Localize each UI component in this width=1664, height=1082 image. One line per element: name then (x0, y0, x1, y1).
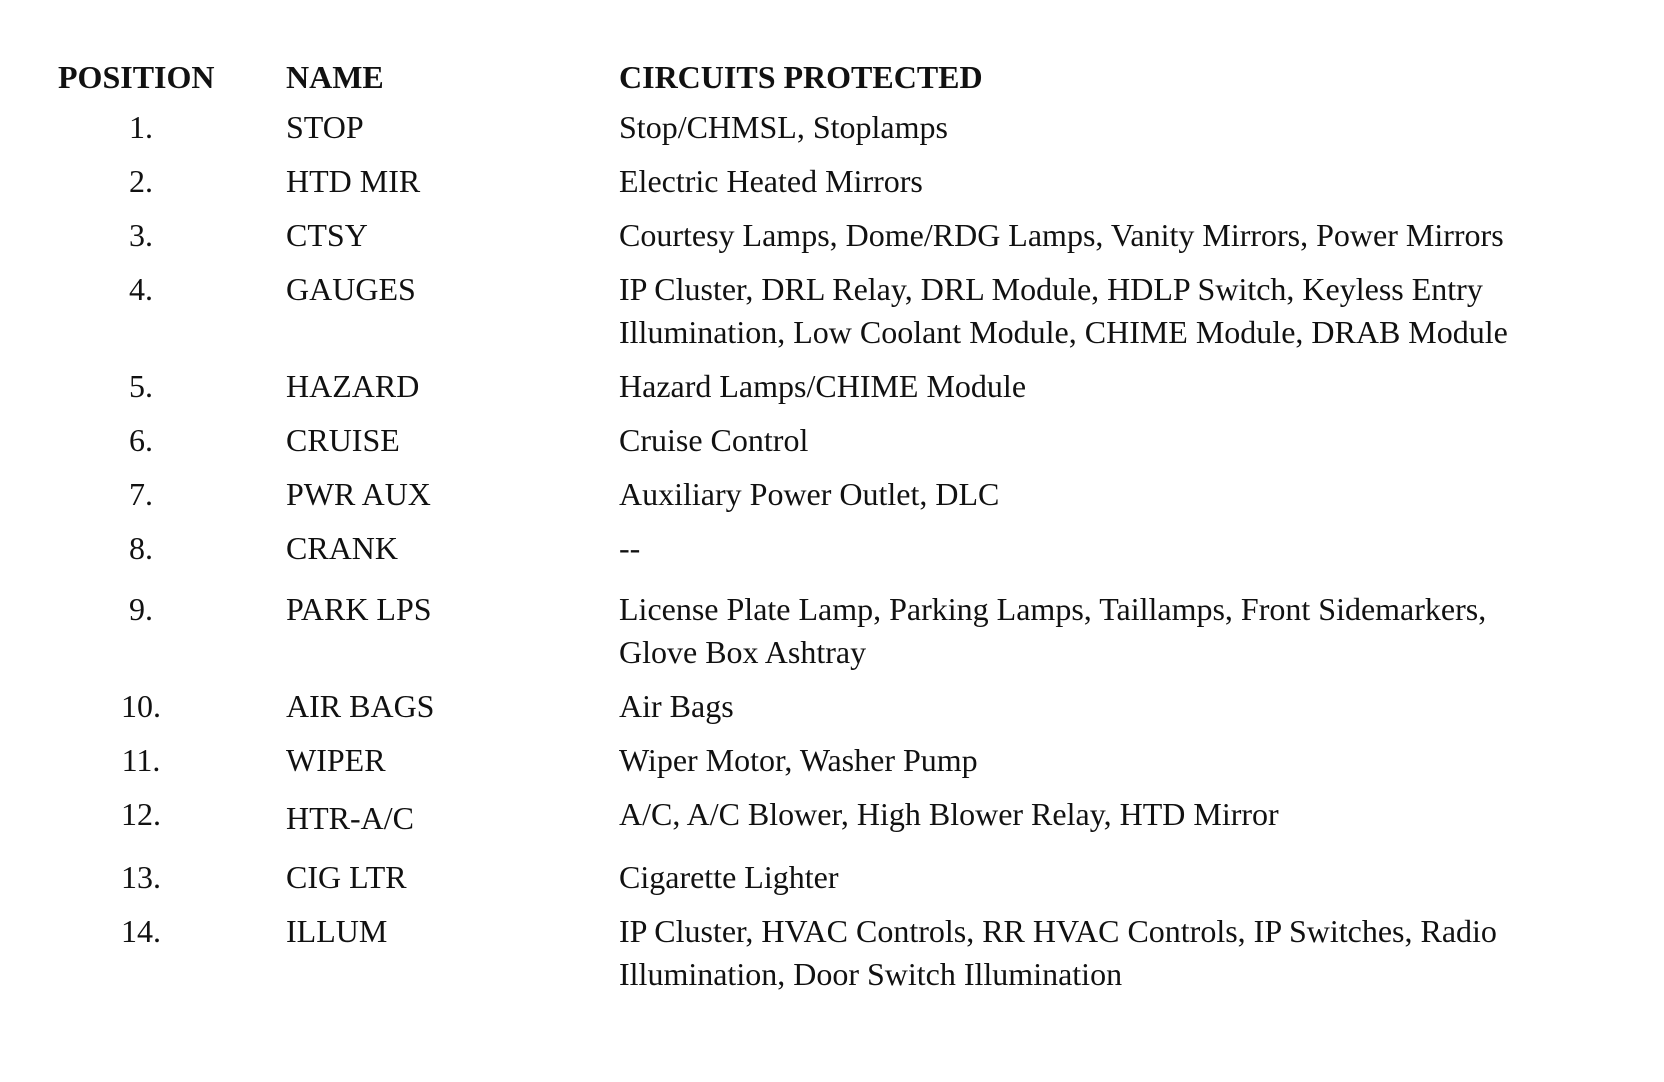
row-circuits: IP Cluster, HVAC Controls, RR HVAC Controls, IP Switches, Radio Illumination, Door Switch Illumination (619, 913, 1497, 992)
row-circuits: Courtesy Lamps, Dome/RDG Lamps, Vanity Mirrors, Power Mirrors (619, 217, 1504, 253)
row-position: 7. (129, 476, 153, 512)
row-circuits: Electric Heated Mirrors (619, 163, 923, 199)
row-position: 5. (129, 368, 153, 404)
row-circuits: -- (619, 530, 641, 566)
row-name: CIG LTR (286, 859, 407, 895)
table-row (58, 268, 1618, 365)
row-circuits: Stop/CHMSL, Stoplamps (619, 109, 948, 145)
table-row (58, 419, 1618, 473)
row-circuits: License Plate Lamp, Parking Lamps, Taillamps, Front Sidemarkers, Glove Box Ashtray (619, 591, 1487, 670)
header-position: POSITION (58, 59, 215, 95)
row-name: AIR BAGS (286, 688, 435, 724)
row-name: GAUGES (286, 271, 416, 307)
fuse-table (58, 52, 1618, 1007)
table-row (58, 106, 1618, 160)
row-name: STOP (286, 109, 364, 145)
table-row (58, 793, 1618, 856)
row-circuits: Hazard Lamps/CHIME Module (619, 368, 1027, 404)
row-name: CRUISE (286, 422, 400, 458)
row-circuits: IP Cluster, DRL Relay, DRL Module, HDLP Switch, Keyless Entry Illumination, Low Coolant Module, CHIME Module, DRAB Module (619, 271, 1508, 350)
row-name: CTSY (286, 217, 368, 253)
row-position: 8. (129, 530, 153, 566)
table-row (58, 527, 1618, 588)
table-row (58, 856, 1618, 910)
header-name: NAME (286, 59, 384, 95)
row-name: HTR-A/C (286, 800, 414, 836)
table-row (58, 160, 1618, 214)
row-position: 6. (129, 422, 153, 458)
row-name: HAZARD (286, 368, 420, 404)
table-row (58, 473, 1618, 527)
table-row (58, 685, 1618, 739)
row-position: 12. (121, 796, 161, 832)
row-position: 11. (121, 742, 161, 778)
table-row (58, 365, 1618, 419)
row-position: 13. (121, 859, 161, 895)
row-position: 9. (129, 591, 153, 627)
table-row (58, 588, 1618, 685)
row-position: 10. (121, 688, 161, 724)
row-position: 2. (129, 163, 153, 199)
table-row (58, 739, 1618, 793)
row-position: 14. (121, 913, 161, 949)
table-header (58, 52, 1618, 106)
row-position: 3. (129, 217, 153, 253)
row-circuits: Cruise Control (619, 422, 809, 458)
header-circuits: CIRCUITS PROTECTED (619, 59, 983, 95)
row-circuits: A/C, A/C Blower, High Blower Relay, HTD Mirror (619, 796, 1279, 832)
table-row (58, 910, 1618, 1007)
row-name: PWR AUX (286, 476, 431, 512)
row-circuits: Auxiliary Power Outlet, DLC (619, 476, 1000, 512)
row-name: HTD MIR (286, 163, 421, 199)
row-circuits: Cigarette Lighter (619, 859, 839, 895)
row-name: PARK LPS (286, 591, 432, 627)
row-name: ILLUM (286, 913, 388, 949)
row-name: WIPER (286, 742, 386, 778)
row-name: CRANK (286, 530, 399, 566)
row-position: 1. (129, 109, 153, 145)
row-position: 4. (129, 271, 153, 307)
table-row (58, 214, 1618, 268)
row-circuits: Wiper Motor, Washer Pump (619, 742, 978, 778)
row-circuits: Air Bags (619, 688, 734, 724)
